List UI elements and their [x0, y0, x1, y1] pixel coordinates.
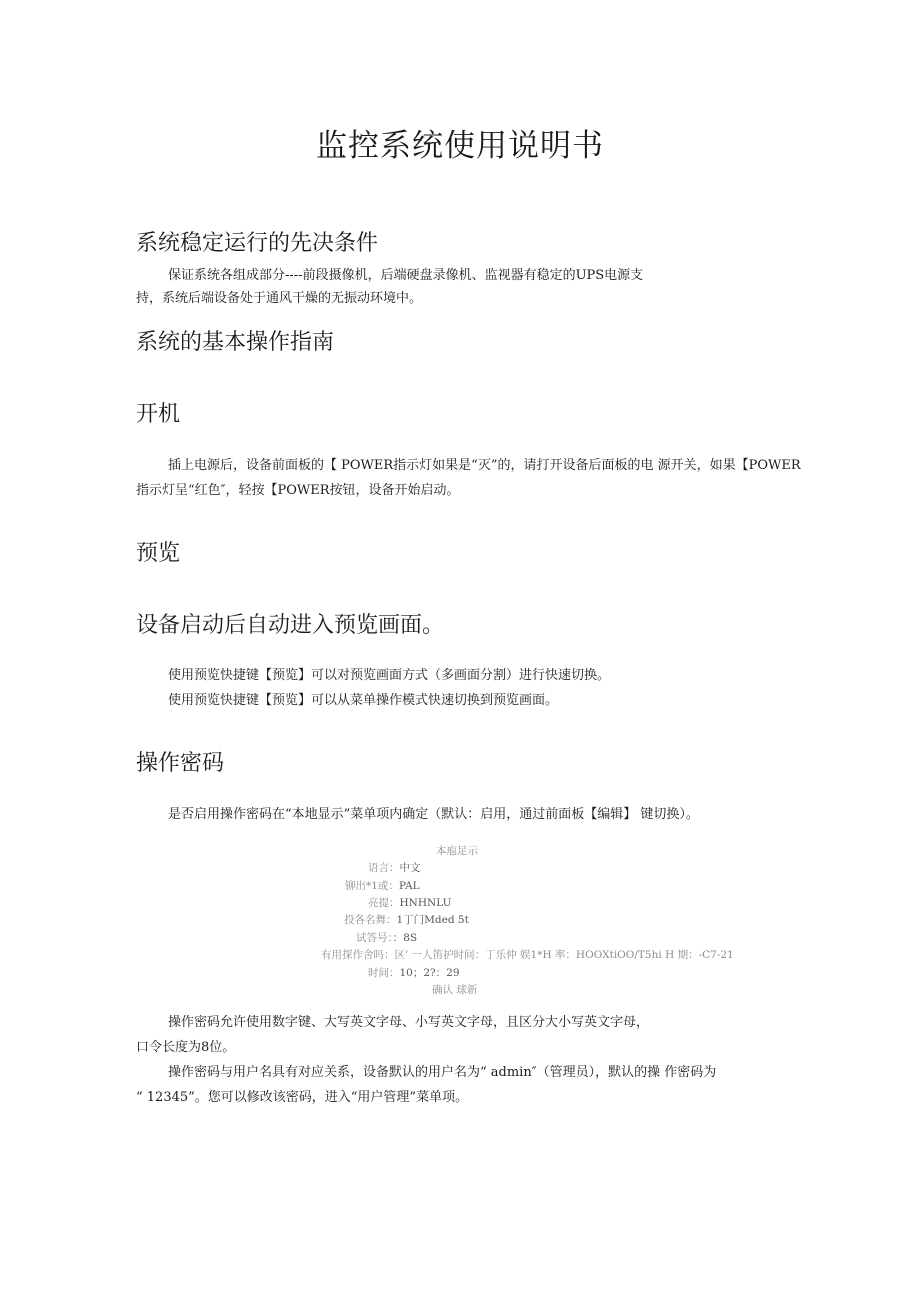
paragraph-line: 使用预览快捷键【预览】可以对预览画面方式（多画面分割）进行快速切换。 — [168, 668, 611, 683]
paragraph-line: 是否启用操作密码在“本地显示”菜单项内确定（默认：启用，通过前面板【编辑】 键切换）。 — [168, 807, 699, 822]
menu-row-brightness — [368, 895, 451, 910]
menu-row-device-name — [344, 912, 469, 927]
paragraph-line: “ 12345”。您可以修改该密码，进入“用户管理”菜单项。 — [136, 1090, 469, 1105]
menu-label: 时间： — [368, 967, 400, 979]
paragraph-line: 插上电源后，设备前面板的【 POWER指示灯如果是“灭”的，请打开设备后面板的电 源开关，如果【POWER — [168, 458, 801, 473]
section-heading-power-on: 开机 — [136, 402, 181, 427]
paragraph-line: 持，系统后端设备处于通风干燥的无振动环境中。 — [136, 291, 423, 306]
paragraph-line: 操作密码与用户名具有对应关系，设备默认的用户名为“ admin″（管理员），默认的操 作密码为 — [168, 1065, 717, 1080]
menu-row-language — [368, 860, 421, 875]
section-heading-basic-operations: 系统的基本操作指南 — [136, 330, 335, 355]
menu-row-output — [345, 878, 420, 893]
paragraph-line: 保证系统各组成部分----前段摄像机，后端硬盘录像机、监视器有稳定的UPS电源支 — [168, 268, 644, 283]
menu-row-password-settings: 有用探作舍吗：区’ 一人笛护时间：丁乐仲 娱1*H 率：HOOXtiOO/T5hi H 期：-C7-21 — [321, 949, 734, 961]
paragraph-line: 口令长度为8位。 — [136, 1040, 236, 1055]
menu-buttons: 确认 球新 — [432, 984, 478, 996]
paragraph-line: 使用预览快捷键【预览】可以从菜单操作模式快速切换到预览画面。 — [168, 693, 559, 708]
document-title: 监控系统使用说明书 — [316, 128, 604, 164]
menu-row-time — [368, 965, 460, 980]
menu-label: 投各名舞： — [344, 914, 397, 926]
menu-row-device-number — [356, 930, 417, 945]
section-heading-prerequisites: 系统稳定运行的先决条件 — [136, 231, 379, 256]
paragraph-line: 操作密码允许使用数字键、大写英文字母、小写英文字母，且区分大小写英文字母， — [168, 1015, 650, 1030]
section-subheading: 设备启动后自动进入预览画面。 — [136, 613, 445, 638]
menu-label: 试答号： — [356, 932, 393, 944]
menu-label: 语言： — [368, 862, 400, 874]
section-heading-password: 操作密码 — [136, 751, 225, 776]
menu-value: PAL — [398, 880, 420, 892]
menu-value: 10；2?：29 — [399, 967, 460, 979]
menu-value: HNHNLU — [399, 897, 452, 909]
menu-title: 本庖足示 — [436, 845, 478, 857]
paragraph-line: 指示灯呈“红色″，轻按【POWER按钮，设备开始启动。 — [136, 483, 460, 498]
section-heading-preview: 预览 — [136, 541, 181, 566]
menu-label: 铆出*1或： — [345, 880, 399, 892]
menu-label: 亮提： — [368, 897, 400, 909]
menu-value: 中文 — [399, 862, 421, 874]
menu-value: 1丁门Mded 5t — [396, 914, 469, 926]
menu-value: ：8S — [392, 932, 418, 944]
